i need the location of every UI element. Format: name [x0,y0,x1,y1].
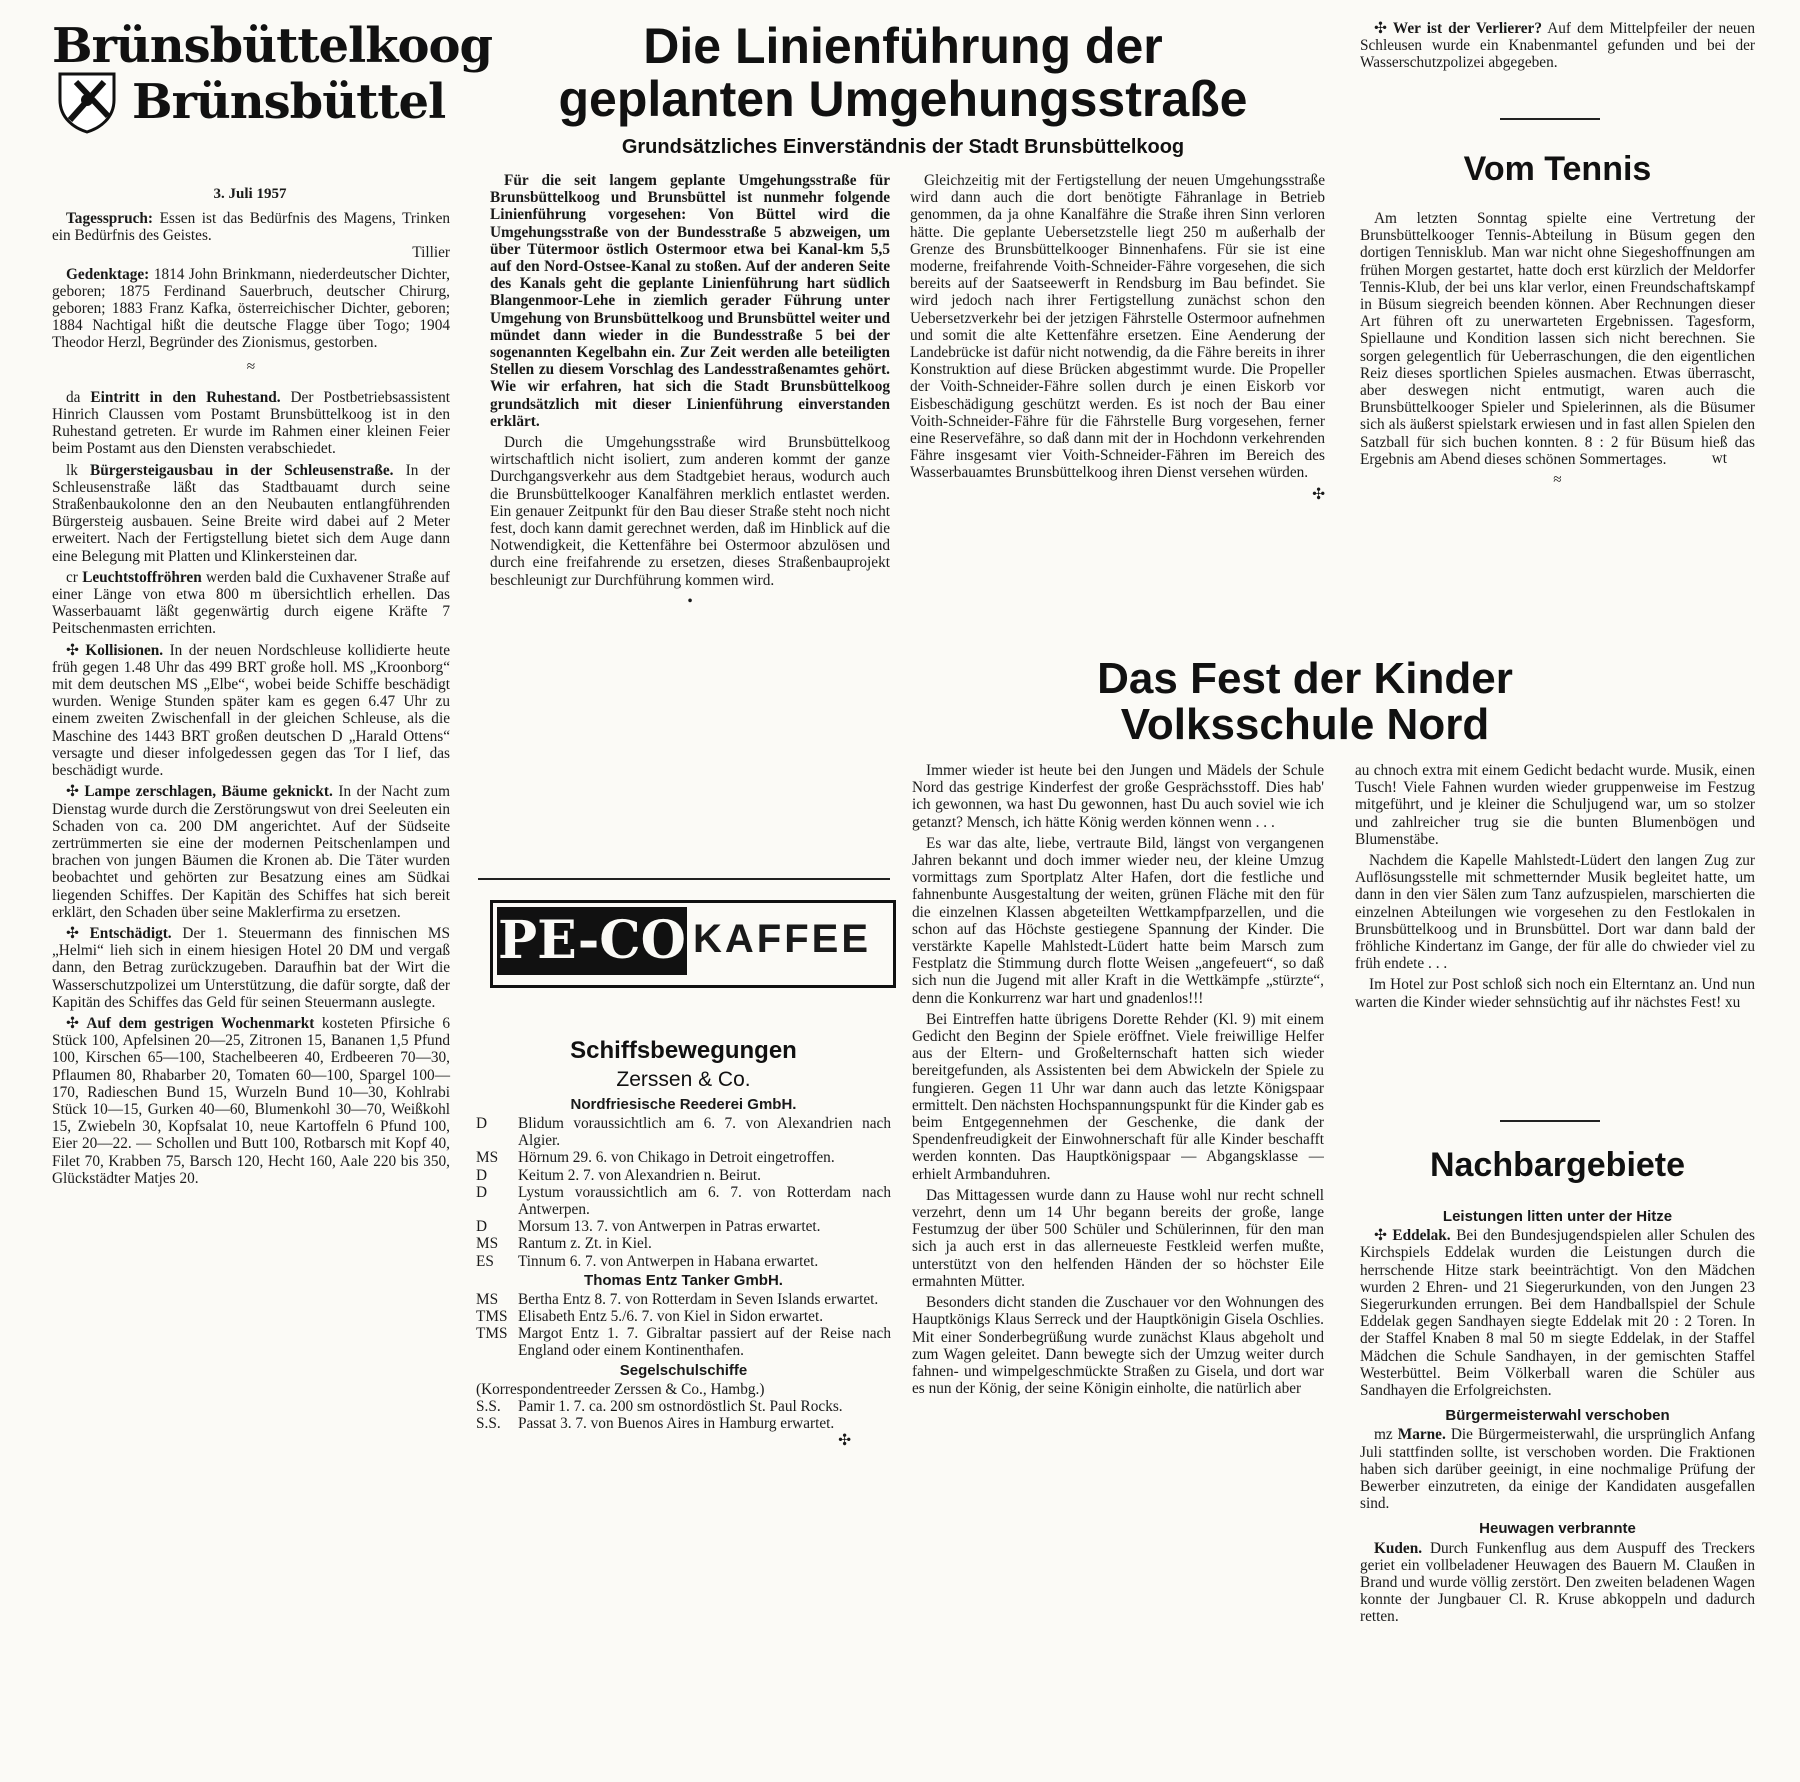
tagesspruch-author: Tillier [412,244,450,262]
ship-entry-text: Rantum z. Zt. in Kiel. [518,1235,652,1253]
ship-type-code: MS [476,1149,499,1167]
reederei-1: Nordfriesische Reederei GmbH. [570,1096,797,1113]
fest-p1: Immer wieder ist heute bei den Jungen und Mädels der Schule Nord das gestrige Kinderfest der große Gesprächsstoff. Dies hab' ich gewonnen, wa hast Du gewonnen, hast Du auch soviel wie ich getanzt? Mensch, ich hätte König werden können wenn . . . [912,762,1324,831]
nachbar-s2-text: Die Bürgermeisterwahl, die ursprünglich Anfang Juli stattfinden sollte, ist verschoben worden. Die Fraktionen haben sich darüber geeinigt, in eine nochmalige Prüfung der Bewerber einzutreten, da einige der Kandidaten ausgefallen sind. [1360,1426,1755,1513]
tennis-article [1360,210,1755,492]
masthead-title-line2: Brünsbüttel [132,74,446,130]
ship-type-code: D [476,1183,488,1201]
coffee-ad [490,900,896,988]
umgehung-p3: Gleichzeitig mit der Fertigstellung der neuen Umgehungsstraße wird dann auch die dort benötigte Fähranlage in Betrieb genommen, da ja ohne Kanalfähre die Straße ihren Sinn verloren hätte. Die geplante Uebersetzstelle liegt 250 m außerhalb der Grenze des Brunsbüttelkooger Binnenhafens. Für sie ist eine moderne, freifahrende Voith-Schneider-Fähre vorgesehen, die sich bereits auf der Saatseewerft in Rendsburg im Bau befindet. Sie wird jedoch nach ihrer Fertigstellung zunächst schon den Uebersetzverkehr bei der jetzigen Fährstelle Ostermoor aufnehmen und somit die alte Kettenfähre ersetzen. Eine Aenderung der Landebrücke ist dafür nicht notwendig, da die Fähre bereits in ihrer Konstruktion auf diese Brücken abgestimmt wurde. Die Propeller der Voith-Schneider-Fähre sollen durch je einen Eiskorb vor Eisbeschädigung geschützt werden. Es ist noch der Bau einer Voith-Schneider-Fähre für die Fährstelle Burg vorgesehen, ferner eine Reservefähre, so daß dann mit der in Hochdonn verkehrenden Fähre insgesamt vier Voith-Schneider-Fähren im Bereich des Wasserbauamtes Brunsbüttelkoog ihren Dienst versehen würden. [910,172,1325,482]
umgehung-col1 [490,172,890,868]
issue-date: 3. Juli 1957 [213,186,287,202]
entsch-label: Entschädigt. [89,924,172,942]
ruhestand-prefix: da [66,388,81,406]
nachbar-s3-text: Durch Funkenflug aus dem Auspuff des Treckers geriet ein vollbeladener Heuwagen des Bauern M. Claußen in Brand und wurde völlig zerstört. Den zweiten beladenen Wagen konnte der Jungbauer Cl. R. Kruse abkoppeln und dadurch retten. [1360,1539,1755,1626]
ship-type-code: S.S. [476,1397,501,1415]
schiff-section [476,1036,891,1449]
ad-product: KAFFEE [693,917,871,961]
lampe-text: In der Nacht zum Dienstag wurde durch die Zerstörungswut von drei Seeleuten ein Schaden von ca. 200 DM angerichtet. Auf der Südseite zertrümmerten sie eine der modernen Peitschenlampen und brachen von jungen Bäumen die Kronen ab. Die Täter wurden beobachtet und gehörten zur Besatzung eines am Südkai liegenden Schiffes. Der Kapitän des Schiffes hat sich bereit erklärt, den Schaden über seine Maklerfirma zu ersetzen. [52,783,451,921]
star-icon: ✣ [66,641,79,659]
ship-type-code: D [476,1166,488,1184]
ship-entry-text: Keitum 2. 7. von Alexandrien n. Beirut. [518,1166,762,1184]
fest-col1 [912,762,1324,1762]
koll-label: Kollisionen. [85,641,164,659]
ship-entry-text: Hörnum 29. 6. von Chikago in Detroit eingetroffen. [518,1149,835,1167]
coat-of-arms-icon [56,70,118,134]
tennis-signature: wt [1711,450,1727,468]
ship-list-2 [476,1291,891,1360]
entsch-text: Der 1. Steuermann des finnischen MS „Helmi“ lieh sich in einem hiesigen Hotel 20 DM und vergaß dann, den Betrag zurückzugeben. Daraufhin bat der Wirt die Wasserschutzpolizei um Unterstützung, die dafür sorgte, daß der Kapitän des Schiffes das Geld für seinen Steuermann auslegte. [52,924,450,1011]
fest-p3: Bei Eintreffen hatte übrigens Dorette Rehder (Kl. 9) mit einem Gedicht den Beginn der Spiele eröffnet. Viele freiwillige Helfer aus der Eltern- und Großelternschaft hatten sich wieder bereitgefunden, als Assistenten bei dem Abwickeln der Spiele zu fungieren. Gegen 11 Uhr war dann auch das letzte Königspaar ermittelt. Den nächsten Hochspannungspunkt für die Kinder gab es beim Entgegennehmen der Geschenke, die dank der Spendenfreudigkeit der Einwohnerschaft für alle Kinder beschafft werden konnten. Das Hauptkönigspaar — Abgangsklasse — erhielt Armbanduhren. [912,1010,1324,1183]
schiff-company: Zerssen & Co. [616,1068,751,1091]
verlierer [1360,20,1755,76]
fest-headline [910,656,1700,748]
masthead-title-line1: Brünsbüttelkoog [52,18,493,74]
separator-wave: ≈ [246,357,256,375]
schiff-title: Schiffsbewegungen [570,1037,797,1064]
divider [478,878,890,880]
nachbar-s3-head: Heuwagen verbrannte [1479,1520,1636,1538]
ship-entry [476,1415,891,1432]
ship-entry [476,1149,891,1166]
nachbar-s2-label: Marne. [1397,1426,1446,1444]
gedenktage-label: Gedenktage: [66,265,150,283]
verlierer-label: Wer ist der Verlierer? [1392,20,1542,37]
star-icon: ✣ [838,1432,851,1450]
tennis-text: Am letzten Sonntag spielte eine Vertretung der Brunsbüttelkooger Tennis-Abteilung in Büsum gegen den dortigen Tennisklub. Man war nicht ohne Siegeshoffnungen am frühen Morgen gestartet, hatte doch erst kürzlich der Meldorfer Tennis-Klub, der bei uns klar verlor, einen Freundschaftskampf in Büsum siegreich beenden können. Aber Rechnungen dieser Art führen oft zu unerwarteten Ergebnissen. Tagesform, Spiellaune und Kondition lassen sich nicht berechnen. Sie sorgen gelegentlich für Ueberraschungen, die den eigentlichen Reiz dieses sportlichen Spieles ausmachen. Etwas überrascht, aber deswegen nicht entmutigt, waren auch die Brunsbüttelkooger Spieler und Spielerinnen, als die Büsumer sich als äußerst spielstark erwiesen und in fast allen Spielen den Satzball für sich buchen konnten. 8 : 2 für Büsum hieß das Ergebnis am Abend dieses schönen Sommertages. [1360,210,1755,468]
ship-entry-text: Passat 3. 7. von Buenos Aires in Hamburg erwartet. [518,1415,835,1433]
gedenktage [52,266,450,352]
nachbar-s3-label: Kuden. [1374,1539,1423,1557]
ship-type-code: TMS [476,1308,508,1326]
ship-entry [476,1253,891,1270]
nachbar-s2-head: Bürgermeisterwahl verschoben [1445,1407,1670,1425]
fest-p7: Nachdem die Kapelle Mahlstedt-Lüdert den langen Zug zur Auflösungsstelle mit schmetternder Musik begleitet hatte, um dann in den vier Sälen zum Tanz aufzuspielen, marschierten die einzelnen Abteilungen wie vorgesehen zu den Festlokalen in Brunsbüttelkoog und in Brunsbüttel. Dort war dann bald der fröhliche Kindertanz im Gange, der für alle do chwieder viel zu früh endete . . . [1355,852,1755,973]
ship-type-code: TMS [476,1325,508,1343]
article-ruhestand [52,389,450,458]
ship-entry [476,1325,891,1359]
article-lampe [52,783,450,921]
star-icon: ✣ [66,924,79,942]
leucht-prefix: cr [66,568,78,586]
ship-entry-text: Pamir 1. 7. ca. 200 sm ostnordöstlich St. Paul Rocks. [518,1397,843,1415]
left-column [52,210,450,1191]
umgehung-col2 [910,172,1325,632]
divider [1500,118,1600,120]
markt-text: kosteten Pfirsiche 6 Stück 100, Apfelsinen 20—25, Zitronen 15, Bananen 1,5 Pfund 100, Kirschen 65—100, Stachelbeeren 40, Erdbeeren 70—30, Pflaumen 80, Rhabarber 20, Tomaten 60—100, Spargel 100—170, Radieschen Bund 15, Wurzeln Bund 10—30, Kohlrabi Stück 10—15, Gurken 40—60, Blumenkohl 30—70, Weißkohl 15, Zwiebeln 30, Kopfsalat 10, neue Kartoffeln 6 Pfund 100, Eier 20—22. — Schollen und Butt 100, Rotbarsch mit Kopf 40, Filet 70, Krabben 75, Barsch 120, Hecht 160, Aale 220 bis 350, Glückstädter Matjes 20. [52,1014,450,1187]
ship-entry [476,1115,891,1149]
nachbar-s1-head: Leistungen litten unter der Hitze [1442,1208,1673,1225]
fest-headline-1: Das Fest der Kinder [1097,654,1513,703]
lampe-label: Lampe zerschlagen, Bäume geknickt. [84,783,333,801]
umgehung-p2: Durch die Umgehungsstraße wird Brunsbüttelkoog wirtschaftlich nicht isoliert, zum anderen kommt der ganze Durchgangsverkehr aus dem Stadtgebiet heraus, wodurch auch die Brunsbüttelkooger Kanalfähren merklich entlastet werden. Ein genauer Zeitpunkt für den Bau dieser Straße steht noch nicht fest, doch kann damit gerechnet werden, daß im Hinblick auf die Notwendigkeit, die Kettenfähre bei Ostermoor abzulösen und durch eine freifahrende zu ersetzen, dieses Straßenbauprojekt beschleunigt zur Durchführung kommen wird. [490,434,890,589]
leucht-label: Leuchtstoffröhren [82,568,202,586]
gedenktage-text: 1814 John Brinkmann, niederdeutscher Dichter, geboren; 1875 Ferdinand Sauerbruch, deutscher Chirurg, geboren; 1883 Franz Kafka, österreichischer Dichter, geboren; 1884 Nachtigal hißt die deutsche Flagge über Togo; 1904 Theodor Herzl, Begründer des Zionismus, gestorben. [52,265,450,352]
masthead [52,18,493,134]
umgehung-headline-1: Die Linienführung der [643,18,1163,74]
star-icon: ✣ [66,1014,79,1032]
ship-entry-text: Tinnum 6. 7. von Antwerpen in Habana erwartet. [518,1252,819,1270]
nachbar-title: Nachbargebiete [1429,1146,1686,1184]
fest-p2: Es war das alte, liebe, vertraute Bild, längst von vergangenen Jahren bekannt und doch immer wieder neu, der kleine Umzug vormittags zum Sportplatz Alter Hafen, dort die festliche und fahnenbunte Ausgestaltung der weiten, grünen Fläche mit den für die einzelnen Klassen abgeteilten Wettkampfparzellen, und die schon auf das Höchste gestiegene Spannung der Kinder. Die verstärkte Kapelle Mahlstedt-Lüdert hatte beim Marsch zum Festplatz die Stimmung durch flotte Weisen „angefeuert“, so daß sich nun die Jugend mit aller Kraft in die Wettkämpfe „stürzte“, denn die Konkurrenz war hart und gnadenlos!!! [912,834,1324,1007]
reederei-2: Thomas Entz Tanker GmbH. [584,1271,783,1289]
umgehung-headline [468,20,1338,125]
article-wochenmarkt [52,1015,450,1187]
ship-entry [476,1308,891,1325]
ship-entry [476,1235,891,1252]
ship-entry-text: Elisabeth Entz 5./6. 7. von Kiel in Sidon erwartet. [518,1308,824,1326]
ship-type-code: S.S. [476,1415,501,1433]
fest-signature: xu [1725,993,1741,1011]
reederei-3: Segelschulschiffe [619,1361,748,1379]
tennis-title: Vom Tennis [1463,150,1652,188]
umgehung-lead: Für die seit langem geplante Umgehungsstraße für Brunsbüttelkoog und Brunsbüttel ist nunmehr folgende Linienführung vorgesehen: Von Büttel wird die Umgehungsstraße von der Bundesstraße 5 abzweigen, um über Tütermoor östlich Ostermoor etwa bei Kanal-km 5,5 auf den Nord-Ostsee-Kanal zu stoßen. Auf der anderen Seite des Kanals geht die geplante Linienführung hart südlich Blangenmoor-Lehe in ziemlich gerader Führung unter Umgehung von Brunsbüttelkoog und Brunsbüttel weiter und mündet dann wieder in die Bundesstraße 5 bei der sogenannten Kegelbahn ein. Zur Zeit werden alle beteiligten Stellen zu diesem Vorschlag des Landesstraßenamtes gehört. Wie wir erfahren, hat sich die Stadt Brunsbüttelkoog grundsätzlich mit dieser Linienführung einverstanden erklärt. [490,172,890,430]
star-icon: ✣ [1374,1227,1387,1245]
nachbar-s3 [1360,1540,1755,1626]
nachbar-s2-prefix: mz [1374,1426,1393,1444]
ad-brand-box: PE-CO [497,907,687,975]
ship-list-1 [476,1115,891,1270]
star-icon: ✣ [1312,485,1325,503]
fest-p4: Das Mittagessen wurde dann zu Hause wohl nur recht schnell verzehrt, denn um 14 Uhr begann bereits der große, lange Festumzug der über 500 Schüler und Schülerinnen, für den man sich ja auch erst in das allerneueste Festkleid werfen mußte, unterstützt von den helfenden Händen der so höchster Eile ermahnten Mütter. [912,1186,1324,1290]
ship-entry-text: Margot Entz 1. 7. Gibraltar passiert auf der Reise nach England oder einem Kontinenthafen. [518,1325,891,1360]
fest-col2 [1355,762,1755,1015]
ruhestand-text: Der Postbetriebsassistent Hinrich Claussen vom Postamt Brunsbüttelkoog ist in den Ruhestand getreten. Er wurde im Rahmen einer kleinen Feier beim Postamt aus den Diensten verabschiedet. [52,388,451,458]
article-leuchtstoff [52,569,450,638]
star-icon: ✣ [66,783,79,801]
markt-label: Auf dem gestrigen Wochenmarkt [86,1014,315,1032]
star-icon: ✣ [1374,20,1387,37]
ship-type-code: D [476,1218,488,1236]
ship-entry-text: Lystum voraussichtlich am 6. 7. von Rotterdam nach Antwerpen. [518,1183,891,1219]
article-entschaedigt [52,925,450,1011]
ship-entry [476,1218,891,1235]
fest-p8 [1355,976,1755,1010]
fest-p8-text: Im Hotel zur Post schloß sich noch ein Elterntanz an. Und nun warten die Kinder wieder sehnsüchtig auf ihr nächstes Fest! [1355,976,1755,1011]
fest-p5: Besonders dicht standen die Zuschauer vor den Wohnungen des Hauptkönigs Klaus Serreck und der Hauptkönigin Gisela Oschlies. Mit einer Sonderbegrüßung wurde zunächst Klaus abgeholt und zum Wagen geleitet. Dann bewegte sich der Umzug weiter durch fahnen- und wimpelgeschmückte Straßen zu Gisela, und dort war es nun der König, der seine Königin einholte, die natürlich aber [912,1294,1324,1398]
buergersteig-text: In der Schleusenstraße läßt das Stadtbauamt durch seine Straßenbaukolonne den an den Neubauten entlangführenden Bürgersteig ausbauen. Seine Breite wird dabei auf 2 Meter erweitert. Nach der Fertigstellung bietet sich dem Auge dann eine Belegung mit Platten und Klinkersteinen dar. [52,461,450,565]
ship-entry [476,1291,891,1308]
koll-text: In der neuen Nordschleuse kollidierte heute früh gegen 1.48 Uhr das 499 BRT große holl. MS „Kroonborg“ mit dem deutschen MS „Elbe“, wobei beide Schiffe beschädigt wurden. Wenige Stunden später kam es gegen 6.47 Uhr zu einem zweiten Zwischenfall in der gleichen Schleuse, als die Maschine des 1443 BRT großen deutschen D „Harald Ottens“ versagte und dieser infolgedessen gegen das Tor I lief, das beschädigt wurde. [52,641,450,780]
fest-p6: au chnoch extra mit einem Gedicht bedacht wurde. Musik, einen Tusch! Viele Fahnen wurden wieder gruppenweise im Festzug mitgeführt, und je kleiner die Schuljugend war, um so stolzer und zahlreicher trug sie die bunten Blumenbögen und Blumenstäbe. [1355,762,1755,848]
ship-type-code: ES [476,1252,494,1270]
divider [1500,1120,1600,1122]
article-kollisionen [52,642,450,780]
separator-wave: ≈ [1553,471,1562,489]
umgehung-headline-2: geplanten Umgehungsstraße [558,70,1248,127]
verlierer-text: Auf dem Mittelpfeiler der neuen Schleusen wurde ein Knabenmantel gefunden und bei der Wasserschutzpolizei abgegeben. [1360,20,1755,72]
article-buergersteig [52,462,450,565]
ruhestand-label: Eintritt in den Ruhestand. [90,388,281,406]
ship-entry-text: Blidum voraussichtlich am 6. 7. von Alexandrien nach Algier. [518,1115,891,1150]
ship-type-code: MS [476,1235,499,1253]
ship-type-code: MS [476,1290,499,1308]
nachbar-s2 [1360,1426,1755,1512]
buergersteig-label: Bürgersteigausbau in der Schleusenstraße. [90,461,394,479]
ship-list-3 [476,1398,891,1432]
verlierer-paragraph [1360,20,1755,72]
ship-entry [476,1398,891,1415]
nachbar-s1-label: Eddelak. [1392,1227,1451,1245]
korrespondent: (Korrespondentreeder Zerssen & Co., Hambg.) [476,1380,765,1398]
tagesspruch-label: Tagesspruch: [66,210,153,227]
tagesspruch [52,210,450,244]
tagesspruch-text: Essen ist das Bedürfnis des Magens, Trinken ein Bedürfnis des Geistes. [52,210,451,245]
buergersteig-prefix: lk [66,461,78,479]
ship-type-code: D [476,1115,488,1132]
ship-entry [476,1184,891,1218]
nachbar-column [1360,1206,1755,1630]
nachbar-s1-text: Bei den Bundesjugendspielen aller Schulen des Kirchspiels Eddelak wurden die Leistungen durch die herrschende Hitze stark beeinträchtigt. Von den Mädchen wurden 2 Ehren- und 21 Siegerurkunden, von den Jungen 23 Siegerurkunden errungen. Bei dem Handballspiel der Schule Eddelak gegen Sandhayen siegte Eddelak mit 20 : 2 Toren. In der Staffel Knaben 8 mal 50 m siegte Eddelak, in der Staffel Mädchen die Schule Sandhayen, in der gemischten Staffel Westerbüttel. Beim Völkerball waren die Schüler aus Sandhayen die Erfolgreichsten. [1360,1227,1756,1400]
ship-entry [476,1167,891,1184]
nachbar-s1 [1360,1227,1755,1399]
leucht-text: werden bald die Cuxhavener Straße auf einer Länge von etwa 800 m übersichtlich erhellen. Das Wasserbauamt läßt gegenwärtig durch eigene Kräfte 7 Peitschenmasten errichten. [52,568,451,638]
separator-dot: • [687,592,693,610]
umgehung-subhead: Grundsätzliches Einverständnis der Stadt Brunsbüttelkoog [621,136,1185,158]
fest-headline-2: Volksschule Nord [1120,700,1490,750]
ship-entry-text: Morsum 13. 7. von Antwerpen in Patras erwartet. [518,1218,821,1236]
ship-entry-text: Bertha Entz 8. 7. von Rotterdam in Seven Islands erwartet. [518,1290,879,1308]
